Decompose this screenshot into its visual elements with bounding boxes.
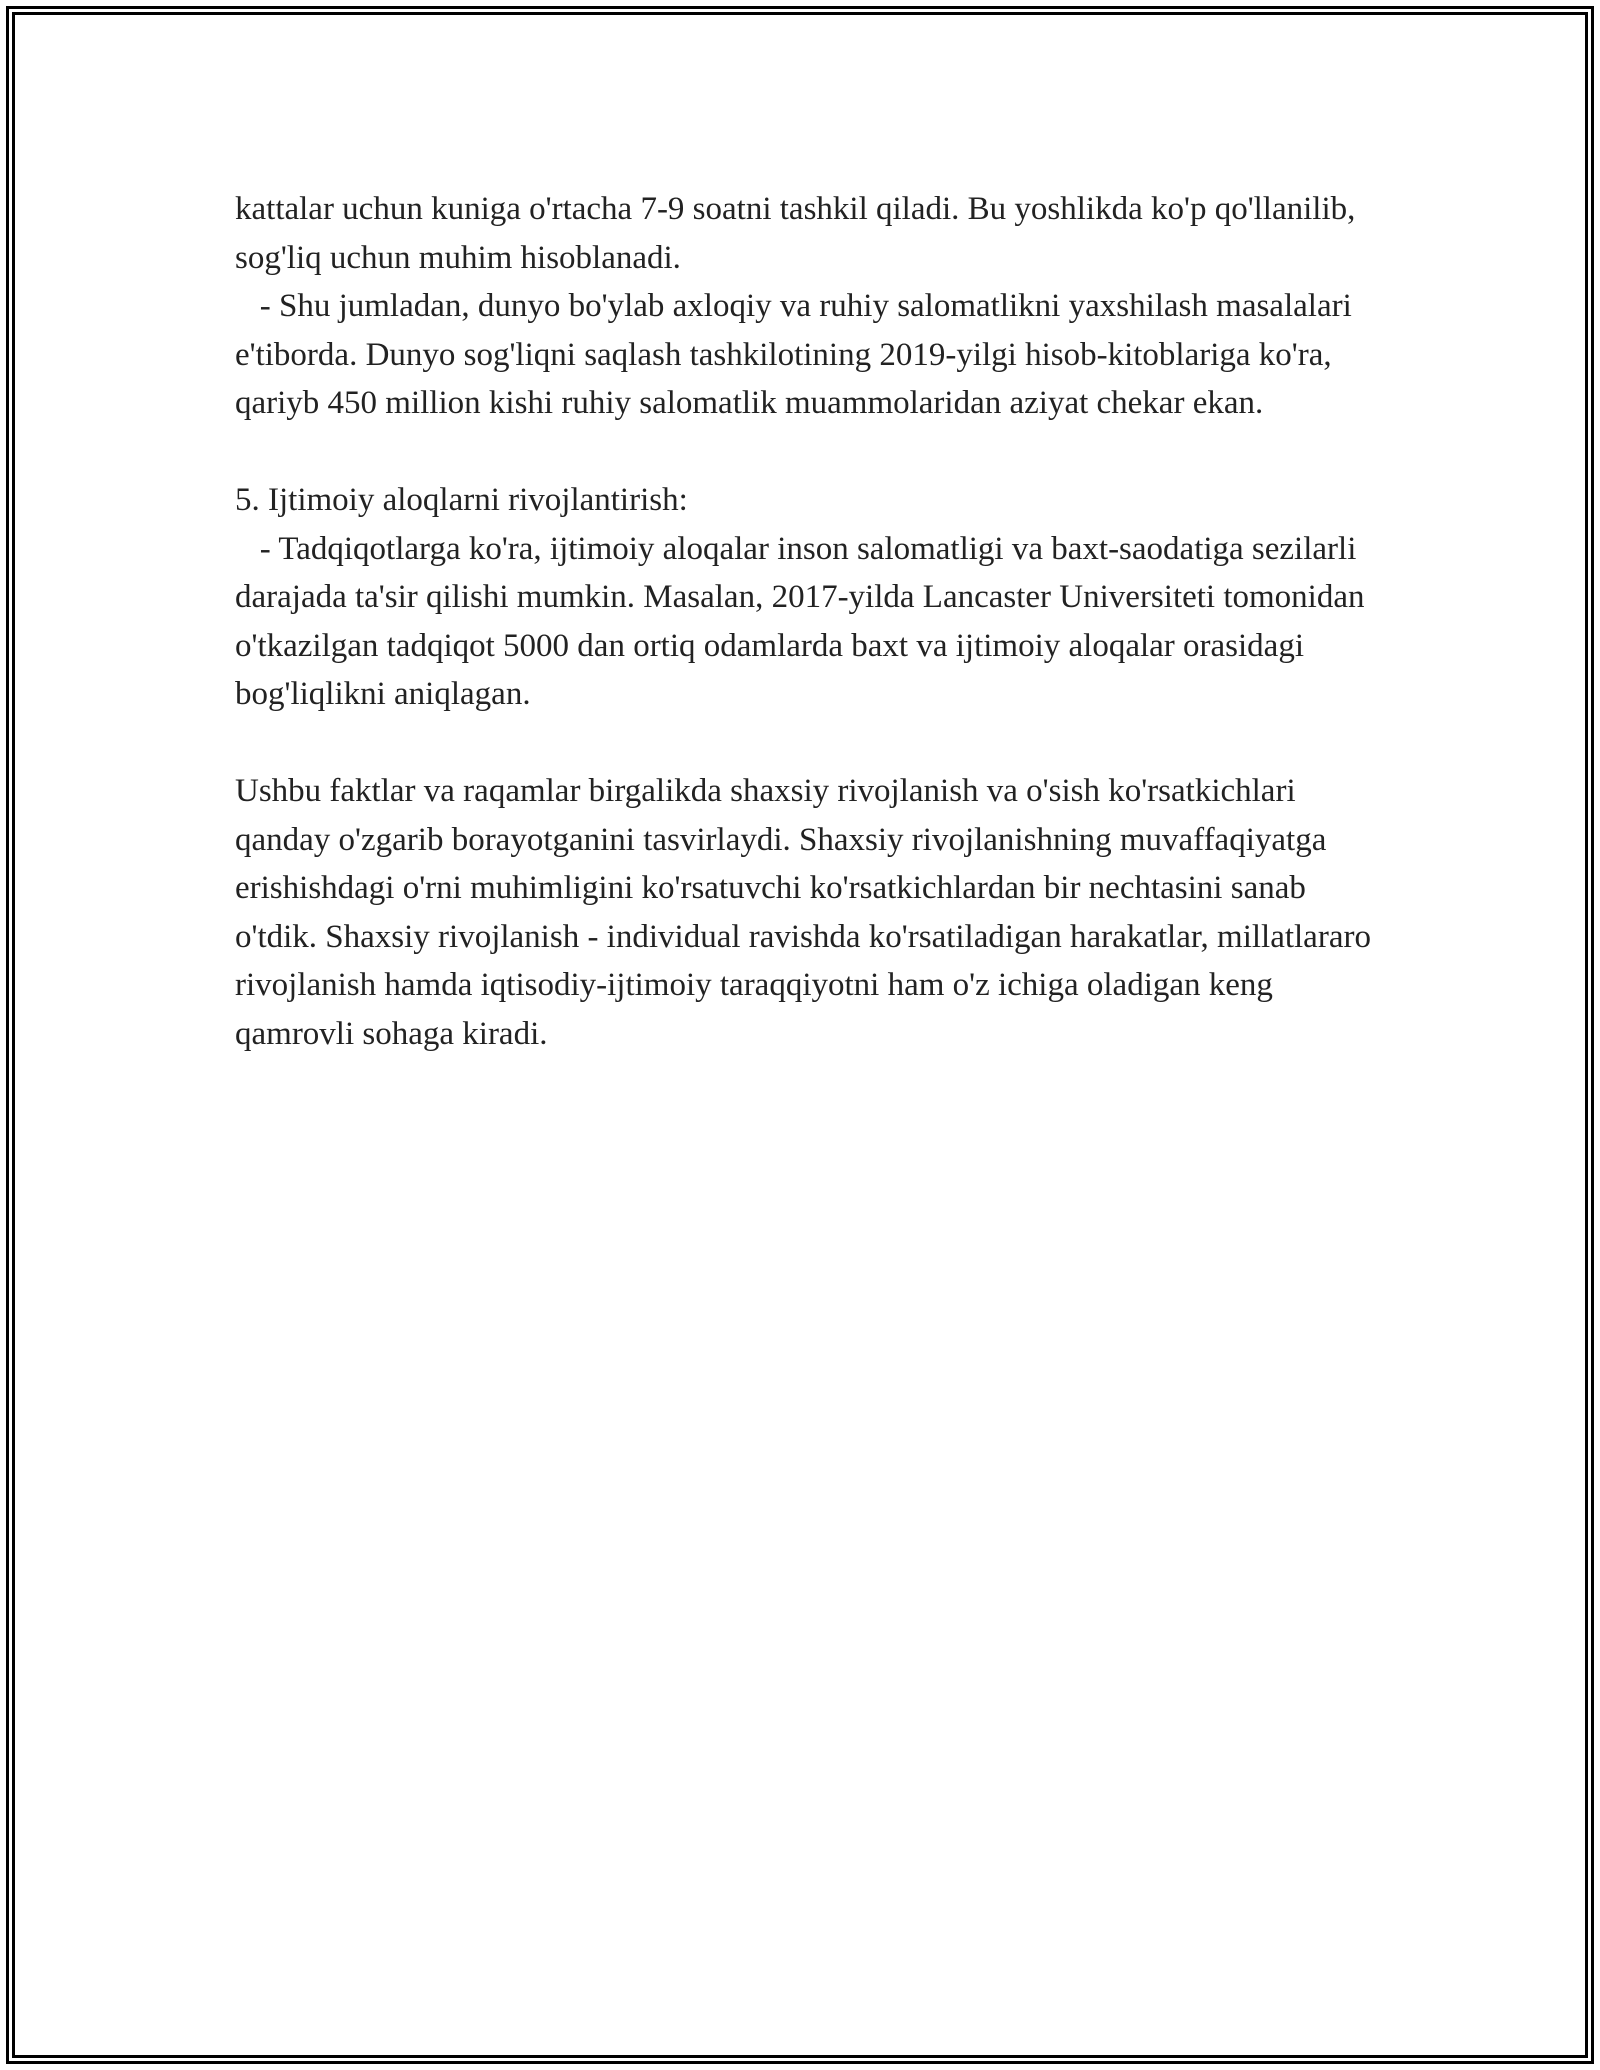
- paragraph-conclusion: Ushbu faktlar va raqamlar birgalikda shaxsiy rivojlanish va o'sish ko'rsatkichlari qanday o'zgarib borayotganini tasvirlaydi. Shaxsiy rivojlanishning muvaffaqiyatga erishishdagi o'rni muhimligini ko'rsatuvchi ko'rsatkichlardan bir nechtasini sanab o'tdik. Shaxsiy rivojlanish - individual ravishda ko'rsatiladigan harakatlar, millatlararo rivojlanish hamda iqtisodiy-ijtimoiy taraqqiyotni ham o'z ichiga oladigan keng qamrovli sohaga kiradi.: [235, 773, 1371, 1052]
- paragraph-gap: [235, 428, 1385, 477]
- paragraph-sleep-hours: kattalar uchun kuniga o'rtacha 7-9 soatni tashkil qiladi. Bu yoshlikda ko'p qo'llanilib, sog'liq uchun muhim hisoblanadi.: [235, 191, 1356, 276]
- section-heading-social-connections: 5. Ijtimoiy aloqlarni rivojlantirish:: [235, 482, 688, 518]
- paragraph-gap: [235, 719, 1385, 768]
- paragraph-social-research-text: - Tadqiqotlarga ko'ra, ijtimoiy aloqalar inson salomatligi va baxt-saodatiga sezilarli darajada ta'sir qilishi mumkin. Masalan, 2017-yilda Lancaster Universiteti tomonidan o'tkazilgan tadqiqot 5000 dan ortiq odamlarda baxt va ijtimoiy aloqalar orasidagi bog'liqlikni aniqlagan.: [235, 530, 1365, 712]
- paragraph-mental-health-text: - Shu jumladan, dunyo bo'ylab axloqiy va ruhiy salomatlikni yaxshilash masalalari e'tiborda. Dunyo sog'liqni saqlash tashkilotining 2019-yilgi hisob-kitoblariga ko'ra, qariyb 450 million kishi ruhiy salomatlik muammolaridan aziyat chekar ekan.: [235, 288, 1352, 421]
- paragraph-mental-health: [235, 282, 1385, 428]
- paragraph-social-research: [235, 525, 1385, 719]
- document-body: [235, 185, 1385, 1058]
